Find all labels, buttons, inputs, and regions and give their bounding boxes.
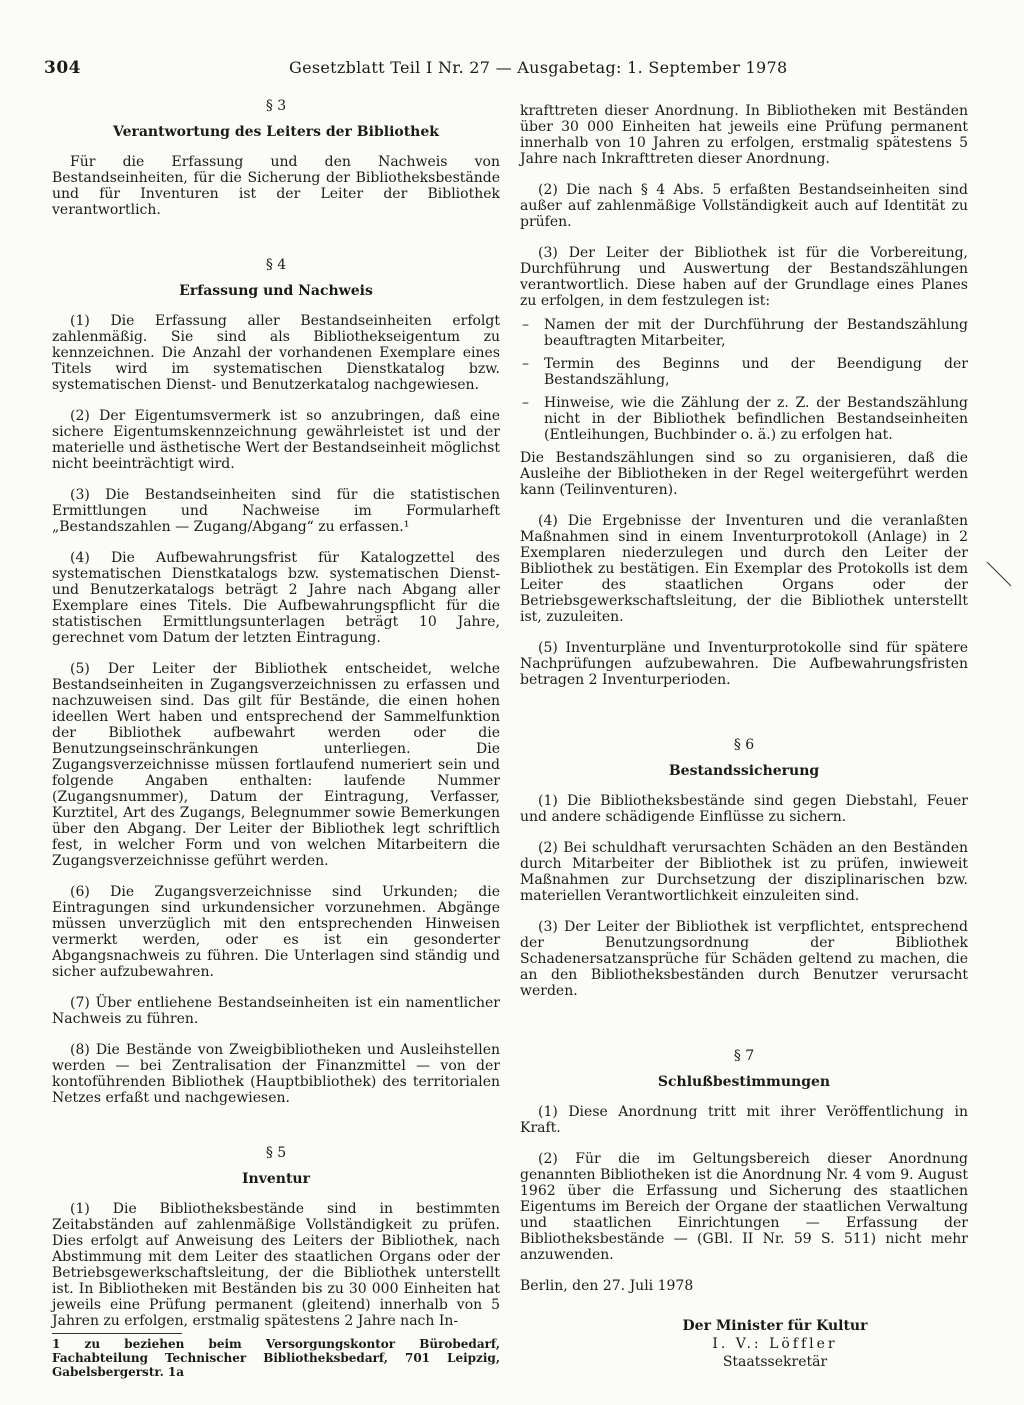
section-4-paragraph-4: (4) Die Aufbewahrungsfrist für Katalogzettel des systematischen Dienstkatalogs bzw. systematischen Dienst- und Benutzerkatalogs beträgt 2 Jahre nach Abgang aller Exemplare eines Titels. Die Aufbewahrungspflicht für die statistischen Ermittlungsunterlagen beträgt 10 Jahre, gerechnet vom Datum der letzten Eintragung. xyxy=(52,550,500,646)
section-5-number: § 5 xyxy=(265,1145,287,1161)
signature-role: Staatssekretär xyxy=(722,1354,828,1370)
list-item: – Termin des Beginns und der Beendigung der Bestandszählung, xyxy=(520,356,968,388)
section-6-number: § 6 xyxy=(733,737,755,753)
section-7-paragraph-2: (2) Für die im Geltungsbereich dieser Anordnung genannten Bibliotheken ist die Anordnung Nr. 4 vom 9. August 1962 über die Erfassung und Sicherung des staatlichen Eigentums im Bereich der Organe der staatlichen Verwaltung und staatlichen Einrichtungen — Erfassung der Bibliotheksbestände — (GBl. II Nr. 59 S. 511) nicht mehr anzuwenden. xyxy=(520,1151,968,1263)
section-7-title: Schlußbestimmungen xyxy=(657,1074,831,1090)
section-4-paragraph-7: (7) Über entliehene Bestandseinheiten ist ein namentlicher Nachweis zu führen. xyxy=(52,995,500,1027)
dateline: Berlin, den 27. Juli 1978 xyxy=(520,1278,694,1294)
section-4-number: § 4 xyxy=(265,257,287,273)
section-5-paragraph-5: (5) Inventurpläne und Inventurprotokolle sind für spätere Nachprüfungen aufzubewahren. Die Aufbewahrungsfristen betragen 2 Inventurperioden. xyxy=(520,640,968,688)
section-3-number: § 3 xyxy=(265,98,287,114)
section-6-paragraph-1: (1) Die Bibliotheksbestände sind gegen Diebstahl, Feuer und andere schädigende Einflüsse zu sichern. xyxy=(520,793,968,825)
section-3-title: Verantwortung des Leiters der Bibliothek xyxy=(113,124,439,140)
section-6-paragraph-2: (2) Bei schuldhaft verursachten Schäden an den Beständen durch Mitarbeiter der Bibliothek ist zu prüfen, inwieweit Maßnahmen zur Durchsetzung der disziplinarischen bzw. materiellen Verantwortlichkeit einzuleiten sind. xyxy=(520,840,968,904)
list-item: – Namen der mit der Durchführung der Bestandszählung beauftragten Mitarbeiter, xyxy=(520,317,968,349)
page-header xyxy=(44,58,984,82)
section-3-paragraph: Für die Erfassung und den Nachweis von Bestandseinheiten, für die Sicherung der Bibliotheksbestände und für Inventuren ist der Leiter der Bibliothek verantwortlich. xyxy=(52,154,500,218)
left-column xyxy=(52,98,500,1379)
footnote-rule xyxy=(52,1333,182,1334)
section-4-paragraph-3: (3) Die Bestandseinheiten sind für die statistischen Ermittlungen und Nachweise im Formularheft „Bestandszahlen — Zugang/Abgang“ zu erfassen.¹ xyxy=(52,487,500,535)
margin-stroke-mark xyxy=(985,560,1015,590)
section-5-paragraph-2: (2) Die nach § 4 Abs. 5 erfaßten Bestandseinheiten sind außer auf zahlenmäßige Vollständigkeit auch auf Identität zu prüfen. xyxy=(520,182,968,230)
section-7-paragraph-1: (1) Diese Anordnung tritt mit ihrer Veröffentlichung in Kraft. xyxy=(520,1104,968,1136)
section-4-paragraph-8: (8) Die Bestände von Zweigbibliotheken und Ausleihstellen werden — bei Zentralisation der Finanzmittel — von der kontoführenden Bibliothek (Hauptbibliothek) des territorialen Netzes erfaßt und nachgewiesen. xyxy=(52,1042,500,1106)
section-5-paragraph-1: (1) Die Bibliotheksbestände sind in bestimmten Zeitabständen auf zahlenmäßige Vollständigkeit zu prüfen. Dies erfolgt auf Anweisung des Leiters der Bibliothek, nach Abstimmung mit dem Leiter des staatlichen Organs oder der Betriebsgewerkschaftsleitung, der die Bibliothek unterstellt ist. In Bibliotheken mit Beständen bis zu 30 000 Einheiten hat jeweils eine Prüfung permanent (gleitend) innerhalb von 5 Jahren zu erfolgen, erstmalig spätestens 2 Jahre nach In- xyxy=(52,1201,500,1329)
section-5-paragraph-3: (3) Der Leiter der Bibliothek ist für die Vorbereitung, Durchführung und Auswertung der Bestandszählungen verantwortlich. Diese haben auf der Grundlage eines Planes zu erfolgen, in dem festzulegen ist: xyxy=(520,245,968,309)
list-item: – Hinweise, wie die Zählung der z. Z. der Bestandszählung nicht in der Bibliothek befindlichen Bestandseinheiten (Entleihungen, Buchbinder o. ä.) zu erfolgen hat. xyxy=(520,395,968,443)
section-6-paragraph-3: (3) Der Leiter der Bibliothek ist verpflichtet, entsprechend der Benutzungsordnung der Bibliothek Schadenersatzansprüche für Schäden geltend zu machen, die an den Bibliotheksbeständen durch Benutzer verursacht werden. xyxy=(520,919,968,999)
section-4-paragraph-2: (2) Der Eigentumsvermerk ist so anzubringen, daß eine sichere Eigentumskennzeichnung gewährleistet ist und der materielle und ästhetische Wert der Bestandseinheit möglichst nicht beeinträchtigt wird. xyxy=(52,408,500,472)
signature-block xyxy=(610,1318,940,1370)
section-5-paragraph-1-continued: krafttreten dieser Anordnung. In Bibliotheken mit Beständen über 30 000 Einheiten hat jeweils eine Prüfung permanent innerhalb von 10 Jahren zu erfolgen, erstmalig spätestens 5 Jahre nach Inkrafttreten dieser Anordnung. xyxy=(520,103,968,167)
section-4-paragraph-5: (5) Der Leiter der Bibliothek entscheidet, welche Bestandseinheiten in Zugangsverzeichnissen zu erfassen und nachzuweisen sind. Das gilt für Bestände, die einen hohen ideellen Wert haben und entsprechend der Sammelfunktion der Bibliothek aufbewahrt werden oder die Benutzungseinschränkungen unterliegen. Die Zugangsverzeichnisse müssen fortlaufend numeriert sein und folgende Angaben enthalten: laufende Nummer (Zugangsnummer), Datum der Eintragung, Verfasser, Kurztitel, Art des Zugangs, Belegnummer sowie Bemerkungen über den Abgang. Der Leiter der Bibliothek legt schriftlich fest, in welcher Form und von welchen Mitarbeitern die Zugangsverzeichnisse geführt werden. xyxy=(52,661,500,869)
section-5-paragraph-4: (4) Die Ergebnisse der Inventuren und die veranlaßten Maßnahmen sind in einem Inventurprotokoll (Anlage) in 2 Exemplaren niederzulegen und durch den Leiter der Bibliothek zu bestätigen. Ein Exemplar des Protokolls ist dem Leiter des staatlichen Organs oder der Betriebsgewerkschaftsleitung, der die Bibliothek unterstellt ist, zuzuleiten. xyxy=(520,513,968,625)
signature-title: Der Minister für Kultur xyxy=(682,1318,868,1334)
signature-name: I. V.: Löffler xyxy=(712,1336,838,1352)
section-7-number: § 7 xyxy=(733,1048,755,1064)
section-4-paragraph-6: (6) Die Zugangsverzeichnisse sind Urkunden; die Eintragungen sind urkundensicher vorzunehmen. Abgänge müssen unverzüglich mit den entsprechenden Hinweisen vermerkt werden, oder es ist ein gesonderter Abgangsnachweis zu führen. Die Unterlagen sind ständig und sicher aufzubewahren. xyxy=(52,884,500,980)
section-4-paragraph-1: (1) Die Erfassung aller Bestandseinheiten erfolgt zahlenmäßig. Sie sind als Bibliothekseigentum zu kennzeichnen. Die Anzahl der vorhandenen Exemplare eines Titels wird im systematischen Dienstkatalog bzw. systematischen Dienst- und Benutzerkatalog nachgewiesen. xyxy=(52,313,500,393)
right-column xyxy=(520,103,968,1372)
running-head: Gesetzblatt Teil I Nr. 27 — Ausgabetag: 1. September 1978 xyxy=(289,58,788,77)
section-5-paragraph-3-after-list: Die Bestandszählungen sind so zu organisieren, daß die Ausleihe der Bibliotheken in der Regel weitergeführt werden kann (Teilinventuren). xyxy=(520,450,968,498)
section-5-title: Inventur xyxy=(242,1171,310,1187)
section-4-title: Erfassung und Nachweis xyxy=(179,283,373,299)
page-number: 304 xyxy=(44,58,81,78)
section-6-title: Bestandssicherung xyxy=(668,763,820,779)
inventory-plan-list xyxy=(520,317,968,443)
footnote: 1 zu beziehen beim Versorgungskontor Bürobedarf, Fachabteilung Technischer Bibliotheksbedarf, 701 Leipzig, Gabelsbergerstr. 1a xyxy=(52,1337,500,1379)
